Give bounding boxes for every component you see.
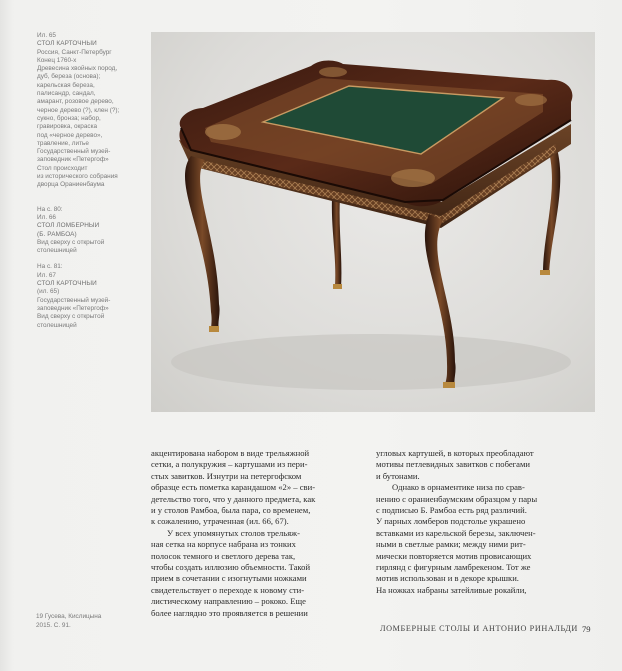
caption-line: (Б. РАМБОА): [37, 230, 77, 238]
text-line: свидетельствует о переходе к новому сти-: [151, 584, 305, 595]
text-line: мически повторяется мотив провисающих: [376, 550, 532, 561]
caption-line: На с. 81:: [37, 263, 63, 271]
caption-line: сукно, бронза; набор,: [37, 114, 101, 122]
text-line: У парных ломберов подстолье украшено: [376, 516, 526, 527]
caption-line: столешницей: [37, 321, 77, 329]
caption-line: заповедник «Петергоф»: [37, 156, 109, 164]
text-line: прием в сочетании с изогнутыми ножками: [151, 573, 307, 584]
text-line: мотивы петлевидных завитков с побегами: [376, 459, 531, 470]
card-table-illustration: [151, 32, 595, 412]
text-line: полосок темного и светлого дерева так,: [151, 550, 296, 561]
footnote-number: 19: [36, 613, 44, 620]
caption-ill-65: [37, 32, 153, 190]
footnote-text: Гусева, Кислицына: [44, 613, 102, 620]
text-line: образце есть пометка карандашом «2» – сви-: [151, 482, 316, 493]
caption-line: Вид сверху с открытой: [37, 238, 105, 246]
caption-line: Россия, Санкт-Петербург: [37, 48, 112, 56]
caption-line: заповедник «Петергоф»: [37, 304, 109, 312]
text-line: угловых картушей, в которых преобладают: [376, 448, 534, 458]
caption-line: Вид сверху с открытой: [37, 313, 105, 321]
text-line: чтобы создать иллюзию объемности. Такой: [151, 562, 311, 573]
text-line: стых завитков. Изнутри на петергофском: [151, 470, 302, 481]
caption-line: Конец 1760-х: [37, 56, 77, 64]
caption-title: СТОЛ КАРТОЧНЫЙ: [37, 280, 97, 288]
text-column-left: [151, 448, 369, 619]
text-line: вставками из карельской березы, заключен-: [376, 527, 536, 538]
caption-line: Государственный музей-: [37, 296, 111, 304]
footnote-text: 2015. С. 91.: [36, 622, 71, 629]
caption-line: дуб, береза (основа);: [37, 73, 101, 81]
caption-line: (ил. 65): [37, 288, 60, 296]
caption-line: черное дерево (?), клен (?);: [37, 106, 120, 114]
caption-line: Государственный музей-: [37, 148, 111, 156]
text-line: мотив использован и в декоре крышки.: [376, 573, 519, 584]
text-line: акцентирована набором в виде трельяжной: [151, 448, 310, 458]
caption-ill-66: [37, 206, 153, 256]
text-line: Однако в орнаментике низа по срав-: [392, 482, 525, 493]
text-line: и бутонами.: [376, 470, 420, 481]
caption-line: Ил. 65: [37, 32, 56, 39]
text-line: листическому направлению – рококо. Еще: [151, 596, 306, 607]
caption-line: Ил. 67: [37, 271, 56, 279]
running-head: ЛОМБЕРНЫЕ СТОЛЫ И АНТОНИО РИНАЛЬДИ: [380, 624, 578, 633]
text-line: У всех упомянутых столов трельяж-: [167, 527, 300, 538]
text-line: с подписью Б. Рамбоа есть ряд различий.: [376, 505, 527, 516]
text-line: нению с ораниенбаумским образцом у пары: [376, 493, 538, 504]
caption-line: гравировка, окраска: [37, 123, 98, 131]
caption-line: карельская береза,: [37, 81, 95, 89]
text-line: более наглядно это проявляется в решении: [151, 607, 308, 618]
card-table-photo: [151, 32, 595, 412]
caption-line: столешницей: [37, 247, 77, 255]
caption-line: Стол происходит: [37, 164, 88, 172]
text-line: к сожалению, утраченная (ил. 66, 67).: [151, 516, 289, 527]
caption-title: СТОЛ КАРТОЧНЫЙ: [37, 40, 97, 48]
text-line: гирлянд с фигурным ламбрекеном. Тот же: [376, 562, 531, 573]
caption-ill-67: [37, 263, 153, 329]
caption-line: Ил. 66: [37, 213, 56, 221]
caption-line: из исторического собрания: [37, 173, 118, 181]
page-number: 79: [582, 624, 591, 634]
text-line: и у столов Рамбоа, была пара, со временем,: [151, 505, 311, 516]
caption-line: амарант, розовое дерево,: [37, 98, 114, 106]
caption-title: СТОЛ ЛОМБЕРНЫЙ: [37, 222, 100, 230]
text-line: ными в светлые рамки; между ними рит-: [376, 539, 526, 550]
sidebar-captions: [37, 32, 153, 330]
text-column-right: [376, 448, 594, 596]
text-line: детельство того, что у данного предмета, как: [151, 493, 316, 504]
caption-line: На с. 80:: [37, 205, 63, 213]
caption-line: дворца Ораниенбаума: [37, 181, 105, 189]
text-line: На ножках набраны затейливые рокайли,: [376, 584, 527, 595]
text-line: ная сетка на корпусе набрана из тонких: [151, 539, 296, 550]
footnote: [36, 612, 146, 630]
caption-line: Древесина хвойных пород,: [37, 65, 118, 73]
caption-line: под «черное дерево»,: [37, 131, 103, 139]
caption-line: травление, литье: [37, 139, 89, 147]
text-line: сетки, а полукружия – картушами из пери-: [151, 459, 308, 470]
caption-line: палисандр, сандал,: [37, 90, 96, 98]
